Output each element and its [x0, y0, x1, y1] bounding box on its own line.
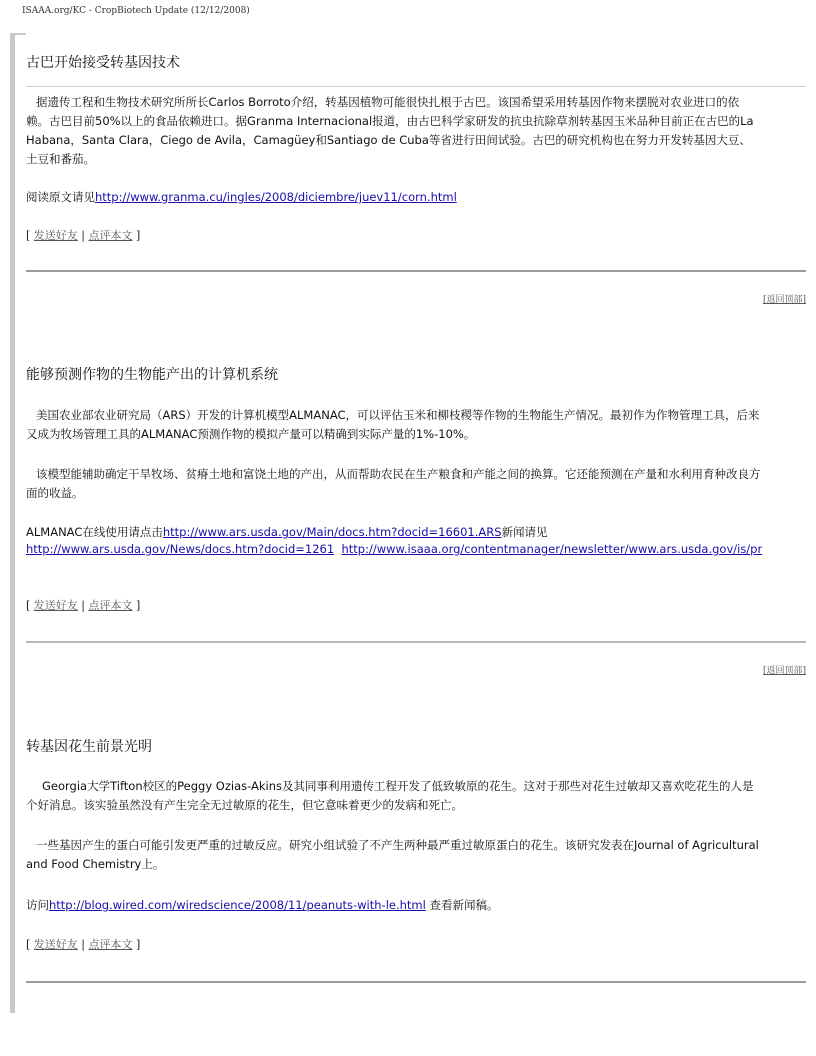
article-paragraph: 该模型能辅助确定干旱牧场、贫瘠土地和富饶土地的产出，从而帮助农民在生产粮食和产能之间的换算。它还能预测在产量和水利用育种改良方面的收益。 [26, 467, 761, 500]
read-more: ALMANAC在线使用请点击http://www.ars.usda.gov/Main/docs.htm?docid=16601.ARS新闻请见http://www.ars.usda.gov/News/docs.htm?docid=1261 http://www.isaaa.org/contentmanager/newsletter/www.ars.usda.gov/is/pr [26, 525, 763, 556]
news-link[interactable]: http://www.ars.usda.gov/News/docs.htm?docid=1261 [26, 542, 335, 556]
read-more: 阅读原文请见http://www.granma.cu/ingles/2008/diciembre/juev11/corn.html [26, 190, 457, 204]
back-to-top-link[interactable]: [返回顶部] [762, 666, 806, 676]
comment-link[interactable]: 点评本文 [88, 599, 133, 612]
almanac-link[interactable]: http://www.ars.usda.gov/Main/docs.htm?docid=16601.ARS [162, 525, 502, 539]
left-margin-corner [10, 33, 26, 35]
comment-link[interactable]: 点评本文 [88, 938, 133, 951]
send-to-friend-link[interactable]: 发送好友 [33, 938, 78, 951]
section-divider [26, 270, 806, 272]
article-title: 转基因花生前景光明 [26, 739, 152, 755]
article-paragraph: 美国农业部农业研究局（ARS）开发的计算机模型ALMANAC，可以评估玉米和柳枝稷等作物的生物能生产情况。最初作为作物管理工具，后来又成为牧场管理工具的ALMANAC预测作物的模拟产量可以精确到实际产量的1%-10%。 [26, 408, 760, 441]
left-margin-bar [10, 33, 15, 1013]
comment-link[interactable]: 点评本文 [88, 229, 133, 242]
article-actions: [ 发送好友 | 点评本文 ] [26, 599, 141, 612]
page-header: ISAAA.org/KC - CropBiotech Update (12/12/2008) [22, 6, 250, 16]
article-title: 古巴开始接受转基因技术 [26, 55, 180, 71]
article-paragraph: Georgia大学Tifton校区的Peggy Ozias-Akins及其同事利用遗传工程开发了低致敏原的花生。这对于那些对花生过敏却又喜欢吃花生的人是个好消息。该实验虽然没有产生完全无过敏原的花生，但它意味着更少的发病和死亡。 [26, 779, 754, 812]
back-to-top [763, 663, 806, 676]
source-link[interactable]: http://www.granma.cu/ingles/2008/diciembre/juev11/corn.html [95, 190, 457, 204]
article-actions: [ 发送好友 | 点评本文 ] [26, 229, 141, 242]
send-to-friend-link[interactable]: 发送好友 [33, 599, 78, 612]
section-divider [26, 981, 806, 983]
article-actions: [ 发送好友 | 点评本文 ] [26, 938, 141, 951]
back-to-top [763, 292, 806, 305]
section-divider [26, 641, 806, 643]
article-paragraph: 据遗传工程和生物技术研究所所长Carlos Borroto介绍，转基因植物可能很快扎根于古巴。该国希望采用转基因作物来摆脱对农业进口的依赖。古巴目前50%以上的食品依赖进口。据Granma Internacional报道，由古巴科学家研发的抗虫抗除草剂转基因玉米品种目前正在古巴的La Habana，Santa Clara，Ciego de Avila，Camagüey和Santiago de Cuba等省进行田间试验。古巴的研究机构也在努力开发转基因大豆、土豆和番茄。 [26, 95, 754, 166]
back-to-top-link[interactable]: [返回顶部] [762, 295, 806, 305]
article-paragraph: 一些基因产生的蛋白可能引发更严重的过敏反应。研究小组试验了不产生两种最严重过敏原蛋白的花生。该研究发表在Journal of Agricultural and Food Chemistry上。 [26, 838, 759, 871]
isaaa-link[interactable]: http://www.isaaa.org/contentmanager/newsletter/www.ars.usda.gov/is/pr [341, 542, 763, 556]
read-more: 访问http://blog.wired.com/wiredscience/2008/11/peanuts-with-le.html 查看新闻稿。 [26, 898, 499, 912]
article-title: 能够预测作物的生物能产出的计算机系统 [26, 367, 278, 383]
title-divider [26, 86, 806, 87]
wired-link[interactable]: http://blog.wired.com/wiredscience/2008/11/peanuts-with-le.html [49, 898, 426, 912]
send-to-friend-link[interactable]: 发送好友 [33, 229, 78, 242]
